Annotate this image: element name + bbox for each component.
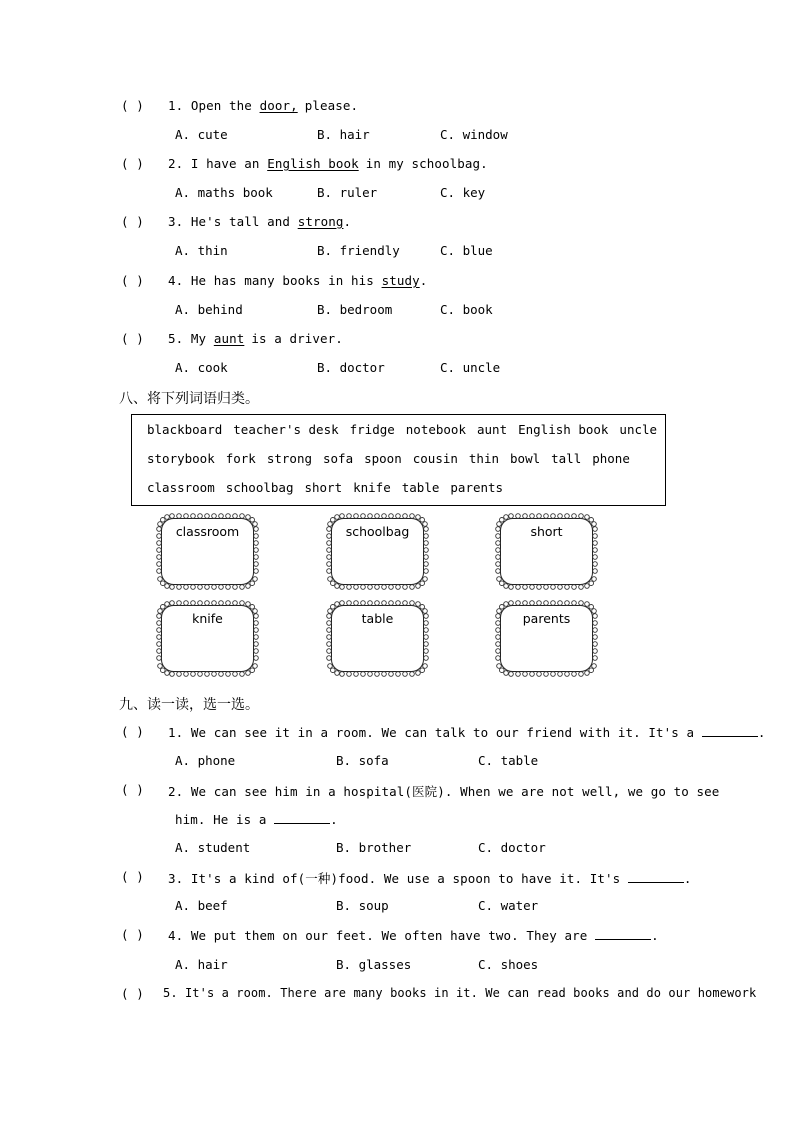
p7-q4-option-c: C. book	[440, 302, 493, 317]
p7-q4-pre: He has many books in his	[190, 273, 374, 288]
p7-q3-post: .	[343, 214, 352, 229]
p9-q1-option-a: A. phone	[175, 753, 236, 768]
word-bank-word: parents	[450, 480, 504, 495]
p9-q1-option-c: C. table	[478, 753, 539, 768]
p9-q1-text	[168, 724, 765, 740]
p9-q5-text: 5. It's a room. There are many books in it. We can read books and do our homework	[163, 986, 757, 1000]
answer-blank	[628, 870, 684, 883]
category-frame	[495, 600, 598, 677]
word-bank-line-2	[147, 451, 641, 466]
category-frame	[495, 513, 598, 590]
p7-q1-pre: Open the	[190, 98, 252, 113]
answer-blank	[595, 927, 651, 940]
category-label: parents	[522, 611, 571, 626]
word-bank-word: thin	[468, 451, 500, 466]
p7-q3-option-a: A. thin	[175, 243, 228, 258]
word-bank-word: phone	[592, 451, 630, 466]
p9-q5-paren[interactable]: ( )	[121, 986, 144, 1001]
word-bank-word: uncle	[619, 422, 658, 437]
answer-blank	[274, 811, 330, 824]
p9-q3-end: .	[683, 871, 692, 886]
p7-q3-option-b: B. friendly	[317, 243, 400, 258]
p9-q3-paren[interactable]: ( )	[121, 869, 144, 884]
p7-q1-option-b: B. hair	[317, 127, 370, 142]
p7-q3-option-c: C. blue	[440, 243, 493, 258]
p7-q5-underlined: aunt	[213, 331, 245, 346]
p9-q4-text	[168, 927, 659, 943]
p7-q5-pre: My	[190, 331, 207, 346]
word-bank-word: classroom	[147, 480, 215, 495]
p7-q5-option-a: A. cook	[175, 360, 228, 375]
p9-q3-option-a: A. beef	[175, 898, 228, 913]
p9-q1-option-b: B. sofa	[336, 753, 389, 768]
p7-q4-num: 4.	[168, 273, 184, 288]
p9-q3-stem: 3. It's a kind of(一种)food. We use a spoon to have it. It's	[168, 871, 621, 886]
p7-q2-option-c: C. key	[440, 185, 486, 200]
p9-q4-paren[interactable]: ( )	[121, 927, 144, 942]
p7-q3-num: 3.	[168, 214, 184, 229]
word-bank-line-1	[147, 422, 668, 437]
p7-q5-text	[168, 331, 343, 346]
word-bank-word: short	[304, 480, 343, 495]
word-bank-word: fork	[225, 451, 256, 466]
p9-q2-option-b: B. brother	[336, 840, 412, 855]
word-bank-word: schoolbag	[225, 480, 294, 495]
p9-q3-option-c: C. water	[478, 898, 539, 913]
p7-q4-underlined: study	[381, 273, 420, 288]
p7-q2-underlined: English book	[267, 156, 359, 171]
p7-q2-paren[interactable]: ( )	[121, 156, 144, 171]
word-bank-word: bowl	[510, 451, 541, 466]
p7-q1-num: 1.	[168, 98, 184, 113]
p9-q4-end: .	[651, 928, 659, 943]
p7-q2-pre: I have an	[190, 156, 260, 171]
word-bank-word: cousin	[412, 451, 458, 466]
p7-q3-underlined: strong	[297, 214, 344, 229]
word-bank-word: blackboard	[147, 422, 223, 437]
p7-q5-num: 5.	[168, 331, 184, 346]
word-bank-word: notebook	[405, 422, 466, 437]
p7-q3-paren[interactable]: ( )	[121, 214, 144, 229]
p7-q1-underlined: door,	[259, 98, 298, 113]
p7-q1-post: please.	[304, 98, 359, 113]
p7-q2-option-b: B. ruler	[317, 185, 378, 200]
p9-q2-paren[interactable]: ( )	[121, 782, 144, 797]
p7-q1-option-a: A. cute	[175, 127, 228, 142]
p7-q1-text	[168, 98, 358, 113]
word-bank-box	[131, 414, 666, 506]
section-9-heading: 九、读一读，选一选。	[119, 697, 259, 713]
p7-q4-option-a: A. behind	[175, 302, 243, 317]
category-frame	[326, 600, 429, 677]
p7-q3-pre: He's tall and	[190, 214, 291, 229]
p7-q1-option-c: C. window	[440, 127, 508, 142]
p9-q3-text	[168, 869, 692, 887]
p9-q2-text-2	[175, 811, 338, 827]
word-bank-word: teacher's desk	[233, 422, 339, 437]
p9-q4-option-c: C. shoes	[478, 957, 539, 972]
section-8-heading: 八、将下列词语归类。	[119, 391, 259, 407]
p7-q2-text	[168, 156, 488, 171]
p9-q4-option-a: A. hair	[175, 957, 228, 972]
word-bank-word: aunt	[477, 422, 508, 437]
word-bank-word: spoon	[364, 451, 402, 466]
word-bank-word: knife	[353, 480, 391, 495]
word-bank-word: sofa	[323, 451, 354, 466]
category-label: short	[530, 524, 563, 539]
category-label: table	[361, 611, 394, 626]
p7-q4-option-b: B. bedroom	[317, 302, 393, 317]
p9-q2-option-c: C. doctor	[478, 840, 546, 855]
p9-q4-stem: 4. We put them on our feet. We often have two. They are	[168, 928, 588, 943]
word-bank-line-3	[147, 480, 514, 495]
answer-blank	[702, 724, 758, 737]
category-label: classroom	[175, 524, 240, 539]
category-frame	[326, 513, 429, 590]
p9-q1-paren[interactable]: ( )	[121, 724, 144, 739]
p9-q2-option-a: A. student	[175, 840, 251, 855]
p7-q4-post: .	[419, 273, 428, 288]
p7-q5-option-b: B. doctor	[317, 360, 385, 375]
word-bank-word: fridge	[349, 422, 395, 437]
word-bank-word: storybook	[147, 451, 215, 466]
category-frame	[156, 513, 259, 590]
p7-q4-text	[168, 273, 427, 288]
category-label: knife	[192, 611, 223, 626]
word-bank-word: strong	[266, 451, 312, 466]
p9-q1-stem: 1. We can see it in a room. We can talk to our friend with it. It's a	[168, 725, 695, 740]
p7-q4-paren[interactable]: ( )	[121, 273, 144, 288]
p7-q5-option-c: C. uncle	[440, 360, 501, 375]
p7-q2-num: 2.	[168, 156, 184, 171]
p7-q3-text	[168, 214, 351, 229]
p9-q2-stem2: him. He is a	[175, 812, 267, 827]
p9-q2-end: .	[330, 812, 338, 827]
word-bank-word: tall	[551, 451, 582, 466]
p9-q3-option-b: B. soup	[336, 898, 389, 913]
category-label: schoolbag	[345, 524, 410, 539]
p7-q5-post: is a driver.	[251, 331, 343, 346]
category-frame	[156, 600, 259, 677]
p7-q5-paren[interactable]: ( )	[121, 331, 144, 346]
word-bank-word: table	[401, 480, 440, 495]
p7-q2-option-a: A. maths book	[175, 185, 273, 200]
p7-q1-paren[interactable]: ( )	[121, 98, 144, 113]
p9-q2-text: 2. We can see him in a hospital(医院). When we are not well, we go to see	[168, 784, 720, 799]
word-bank-word: English book	[518, 422, 609, 437]
p7-q2-post: in my schoolbag.	[365, 156, 488, 171]
p9-q4-option-b: B. glasses	[336, 957, 412, 972]
p9-q1-end: .	[757, 725, 766, 740]
